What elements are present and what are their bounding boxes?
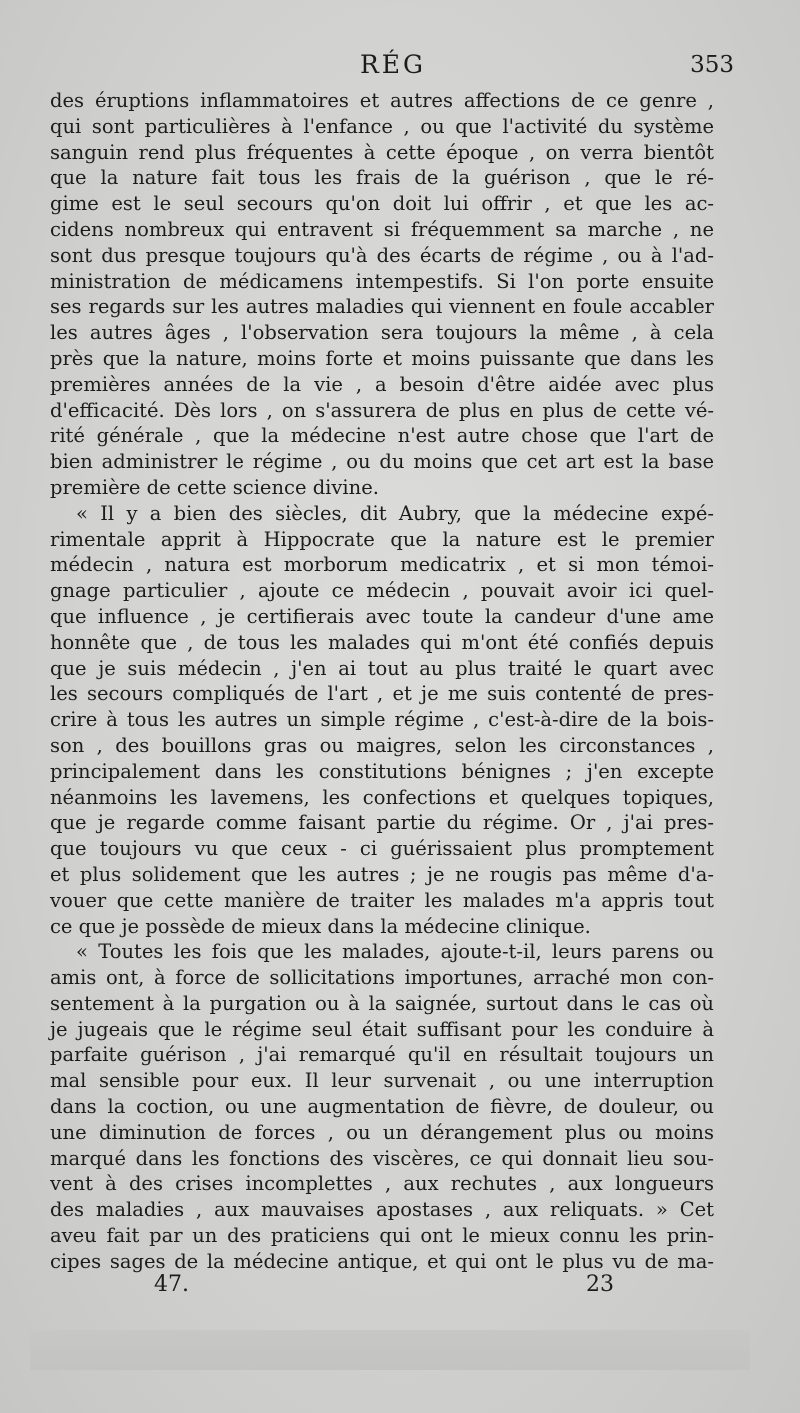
text-line: principalement dans les constitutions bénignes ; j'en excepte bbox=[50, 759, 714, 783]
text-line: rité générale , que la médecine n'est autre chose que l'art de bbox=[50, 424, 714, 448]
text-line: médecin , natura est morborum medicatrix , et si mon témoi- bbox=[50, 553, 714, 577]
text-line: bien administrer le régime , ou du moins que cet art est la base bbox=[50, 450, 714, 474]
text-line: sanguin rend plus fréquentes à cette époque , on verra bientôt bbox=[50, 140, 714, 164]
running-head: RÉG bbox=[359, 50, 427, 79]
text-line: sentement à la purgation ou à la saignée, surtout dans le cas où bbox=[50, 991, 714, 1015]
text-line: les autres âges , l'observation sera toujours la même , à cela bbox=[50, 321, 714, 345]
text-line: des éruptions inflammatoires et autres affections de ce genre , bbox=[50, 89, 714, 112]
text-line: ce que je possède de mieux dans la médecine clinique. bbox=[50, 914, 591, 938]
text-line: gnage particulier , ajoute ce médecin , pouvait avoir ici quel- bbox=[50, 579, 714, 603]
text-line: ministration de médicamens intempestifs. Si l'on porte ensuite bbox=[50, 269, 714, 293]
text-line: crire à tous les autres un simple régime , c'est-à-dire de la bois- bbox=[50, 708, 714, 732]
text-line: que toujours vu que ceux - ci guérissaient plus promptement bbox=[50, 837, 714, 861]
text-line: qui sont particulières à l'enfance , ou que l'activité du système bbox=[50, 114, 714, 138]
text-line: vent à des crises incomplettes , aux rechutes , aux longueurs bbox=[50, 1172, 714, 1196]
page-shadow bbox=[30, 1330, 750, 1370]
text-line: néanmoins les lavemens, les confections et quelques topiques, bbox=[50, 785, 714, 809]
text-line: honnête que , de tous les malades qui m'ont été confiés depuis bbox=[50, 630, 714, 654]
page-body bbox=[50, 88, 714, 1275]
text-line: marqué dans les fonctions des viscères, ce qui donnait lieu sou- bbox=[50, 1146, 714, 1170]
text-line: gime est le seul secours qu'on doit lui offrir , et que les ac- bbox=[50, 192, 714, 216]
page-header bbox=[48, 50, 738, 86]
text-line: cidens nombreux qui entravent si fréquemment sa marche , ne bbox=[50, 217, 714, 241]
text-line: près que la nature, moins forte et moins puissante que dans les bbox=[50, 346, 714, 370]
text-line: que je suis médecin , j'en ai tout au plus traité le quart avec bbox=[50, 656, 714, 680]
text-line: vouer que cette manière de traiter les malades m'a appris tout bbox=[50, 888, 714, 912]
text-line: parfaite guérison , j'ai remarqué qu'il en résultait toujours un bbox=[50, 1043, 714, 1067]
gathering-mark: 23 bbox=[586, 1272, 614, 1297]
text-line: son , des bouillons gras ou maigres, selon les circonstances , bbox=[50, 733, 714, 757]
text-line: mal sensible pour eux. Il leur survenait , ou une interruption bbox=[50, 1069, 714, 1093]
text-line: amis ont, à force de sollicitations importunes, arraché mon con- bbox=[50, 966, 714, 990]
text-line: des maladies , aux mauvaises apostases , aux reliquats. » Cet bbox=[50, 1198, 714, 1222]
text-line: les secours compliqués de l'art , et je me suis contenté de pres- bbox=[50, 682, 714, 706]
text-line: une diminution de forces , ou un dérangement plus ou moins bbox=[50, 1120, 714, 1144]
text-line: et plus solidement que les autres ; je ne rougis pas même d'a- bbox=[50, 862, 714, 886]
text-line: rimentale apprit à Hippocrate que la nature est le premier bbox=[50, 527, 714, 551]
text-line: premières années de la vie , a besoin d'être aidée avec plus bbox=[50, 372, 714, 396]
text-line: que la nature fait tous les frais de la guérison , que le ré- bbox=[50, 166, 714, 190]
text-line: dans la coction, ou une augmentation de fièvre, de douleur, ou bbox=[50, 1095, 714, 1119]
paragraph bbox=[50, 939, 714, 1274]
text-line: cipes sages de la médecine antique, et qui ont le plus vu de ma- bbox=[50, 1249, 714, 1273]
text-line: je jugeais que le régime seul était suffisant pour les conduire à bbox=[50, 1017, 714, 1041]
paragraph bbox=[50, 88, 714, 501]
text-line: première de cette science divine. bbox=[50, 475, 379, 499]
text-line: ses regards sur les autres maladies qui viennent en foule accabler bbox=[50, 295, 714, 319]
page-footer bbox=[140, 1272, 640, 1304]
text-line: « Il y a bien des siècles, dit Aubry, que la médecine expé- bbox=[76, 501, 714, 525]
page-number: 353 bbox=[690, 52, 734, 78]
text-line: que influence , je certifierais avec toute la candeur d'une ame bbox=[50, 604, 714, 628]
paragraph bbox=[50, 501, 714, 940]
text-line: « Toutes les fois que les malades, ajoute-t-il, leurs parens ou bbox=[76, 940, 714, 964]
signature-mark: 47. bbox=[154, 1272, 189, 1297]
text-line: que je regarde comme faisant partie du régime. Or , j'ai pres- bbox=[50, 811, 714, 835]
text-line: aveu fait par un des praticiens qui ont le mieux connu les prin- bbox=[50, 1224, 714, 1248]
text-line: sont dus presque toujours qu'à des écarts de régime , ou à l'ad- bbox=[50, 243, 714, 267]
text-line: d'efficacité. Dès lors , on s'assurera de plus en plus de cette vé- bbox=[50, 398, 714, 422]
